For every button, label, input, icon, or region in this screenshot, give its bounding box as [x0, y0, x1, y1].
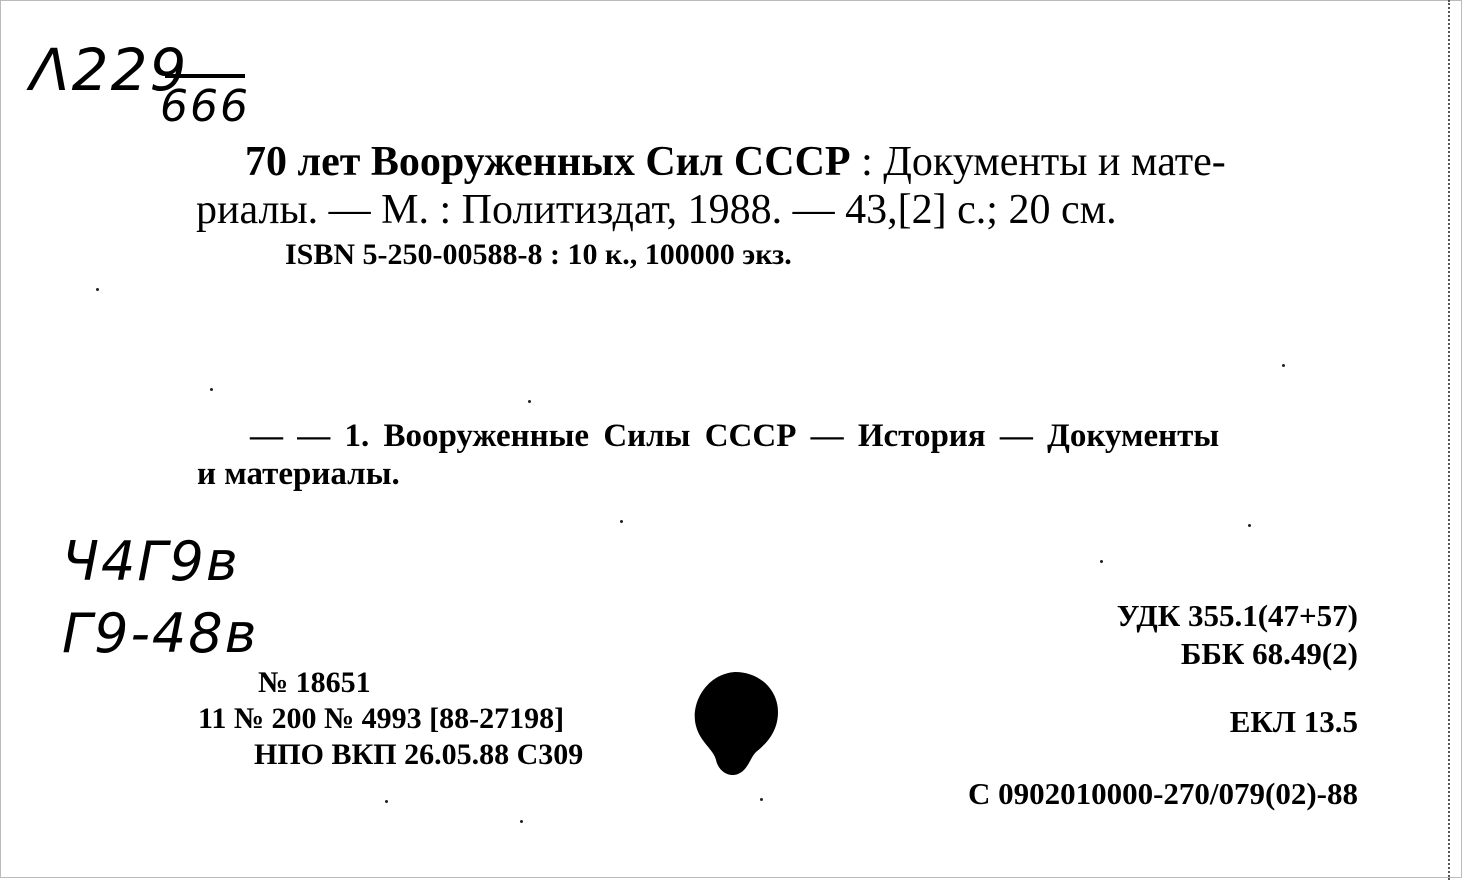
speckle [210, 388, 213, 391]
record-line-3: НПО ВКП 26.05.88 С309 [254, 738, 584, 771]
subject-line-2: и материалы. [197, 456, 400, 492]
title-line-2 [196, 184, 1117, 236]
ink-blot [690, 670, 780, 780]
record-number: № 18651 [258, 666, 371, 699]
bbk-code: ББК 68.49(2) [1180, 636, 1358, 671]
card-edge [1448, 0, 1456, 880]
handwritten-code-2: Г9-48в [62, 602, 259, 665]
title-rest: : Документы и мате- [850, 139, 1226, 185]
title-line-1 [245, 136, 1226, 188]
price-code: С 0902010000-270/079(02)-88 [967, 776, 1358, 811]
record-line-2: 11 № 200 № 4993 [88-27198] [198, 702, 565, 735]
speckle [385, 800, 388, 803]
shelfmark-main: Λ229 [30, 36, 189, 104]
shelfmark-denominator: 666 [160, 81, 250, 132]
title-continuation: риалы. — М. : Политиздат, 1988. — 43,[2] с.; 20 см. [196, 187, 1117, 233]
speckle [1282, 364, 1285, 367]
speckle [528, 400, 531, 403]
shelfmark-fraction-line [165, 74, 245, 78]
speckle [1248, 524, 1251, 527]
isbn-line: ISBN 5-250-00588-8 : 10 к., 100000 экз. [285, 238, 792, 271]
speckle [620, 520, 623, 523]
speckle [520, 820, 523, 823]
title-bold: 70 лет Вооруженных Сил СССР [245, 139, 851, 185]
handwritten-code-1: Ч4Г9в [62, 530, 240, 593]
ekl-code: ЕКЛ 13.5 [1229, 704, 1358, 739]
speckle [760, 798, 763, 801]
speckle [1100, 560, 1103, 563]
udk-code: УДК 355.1(47+57) [1116, 598, 1358, 633]
speckle [96, 288, 99, 291]
subject-line-1: — — 1. Вооруженные Силы СССР — История — Документы [250, 418, 1220, 454]
